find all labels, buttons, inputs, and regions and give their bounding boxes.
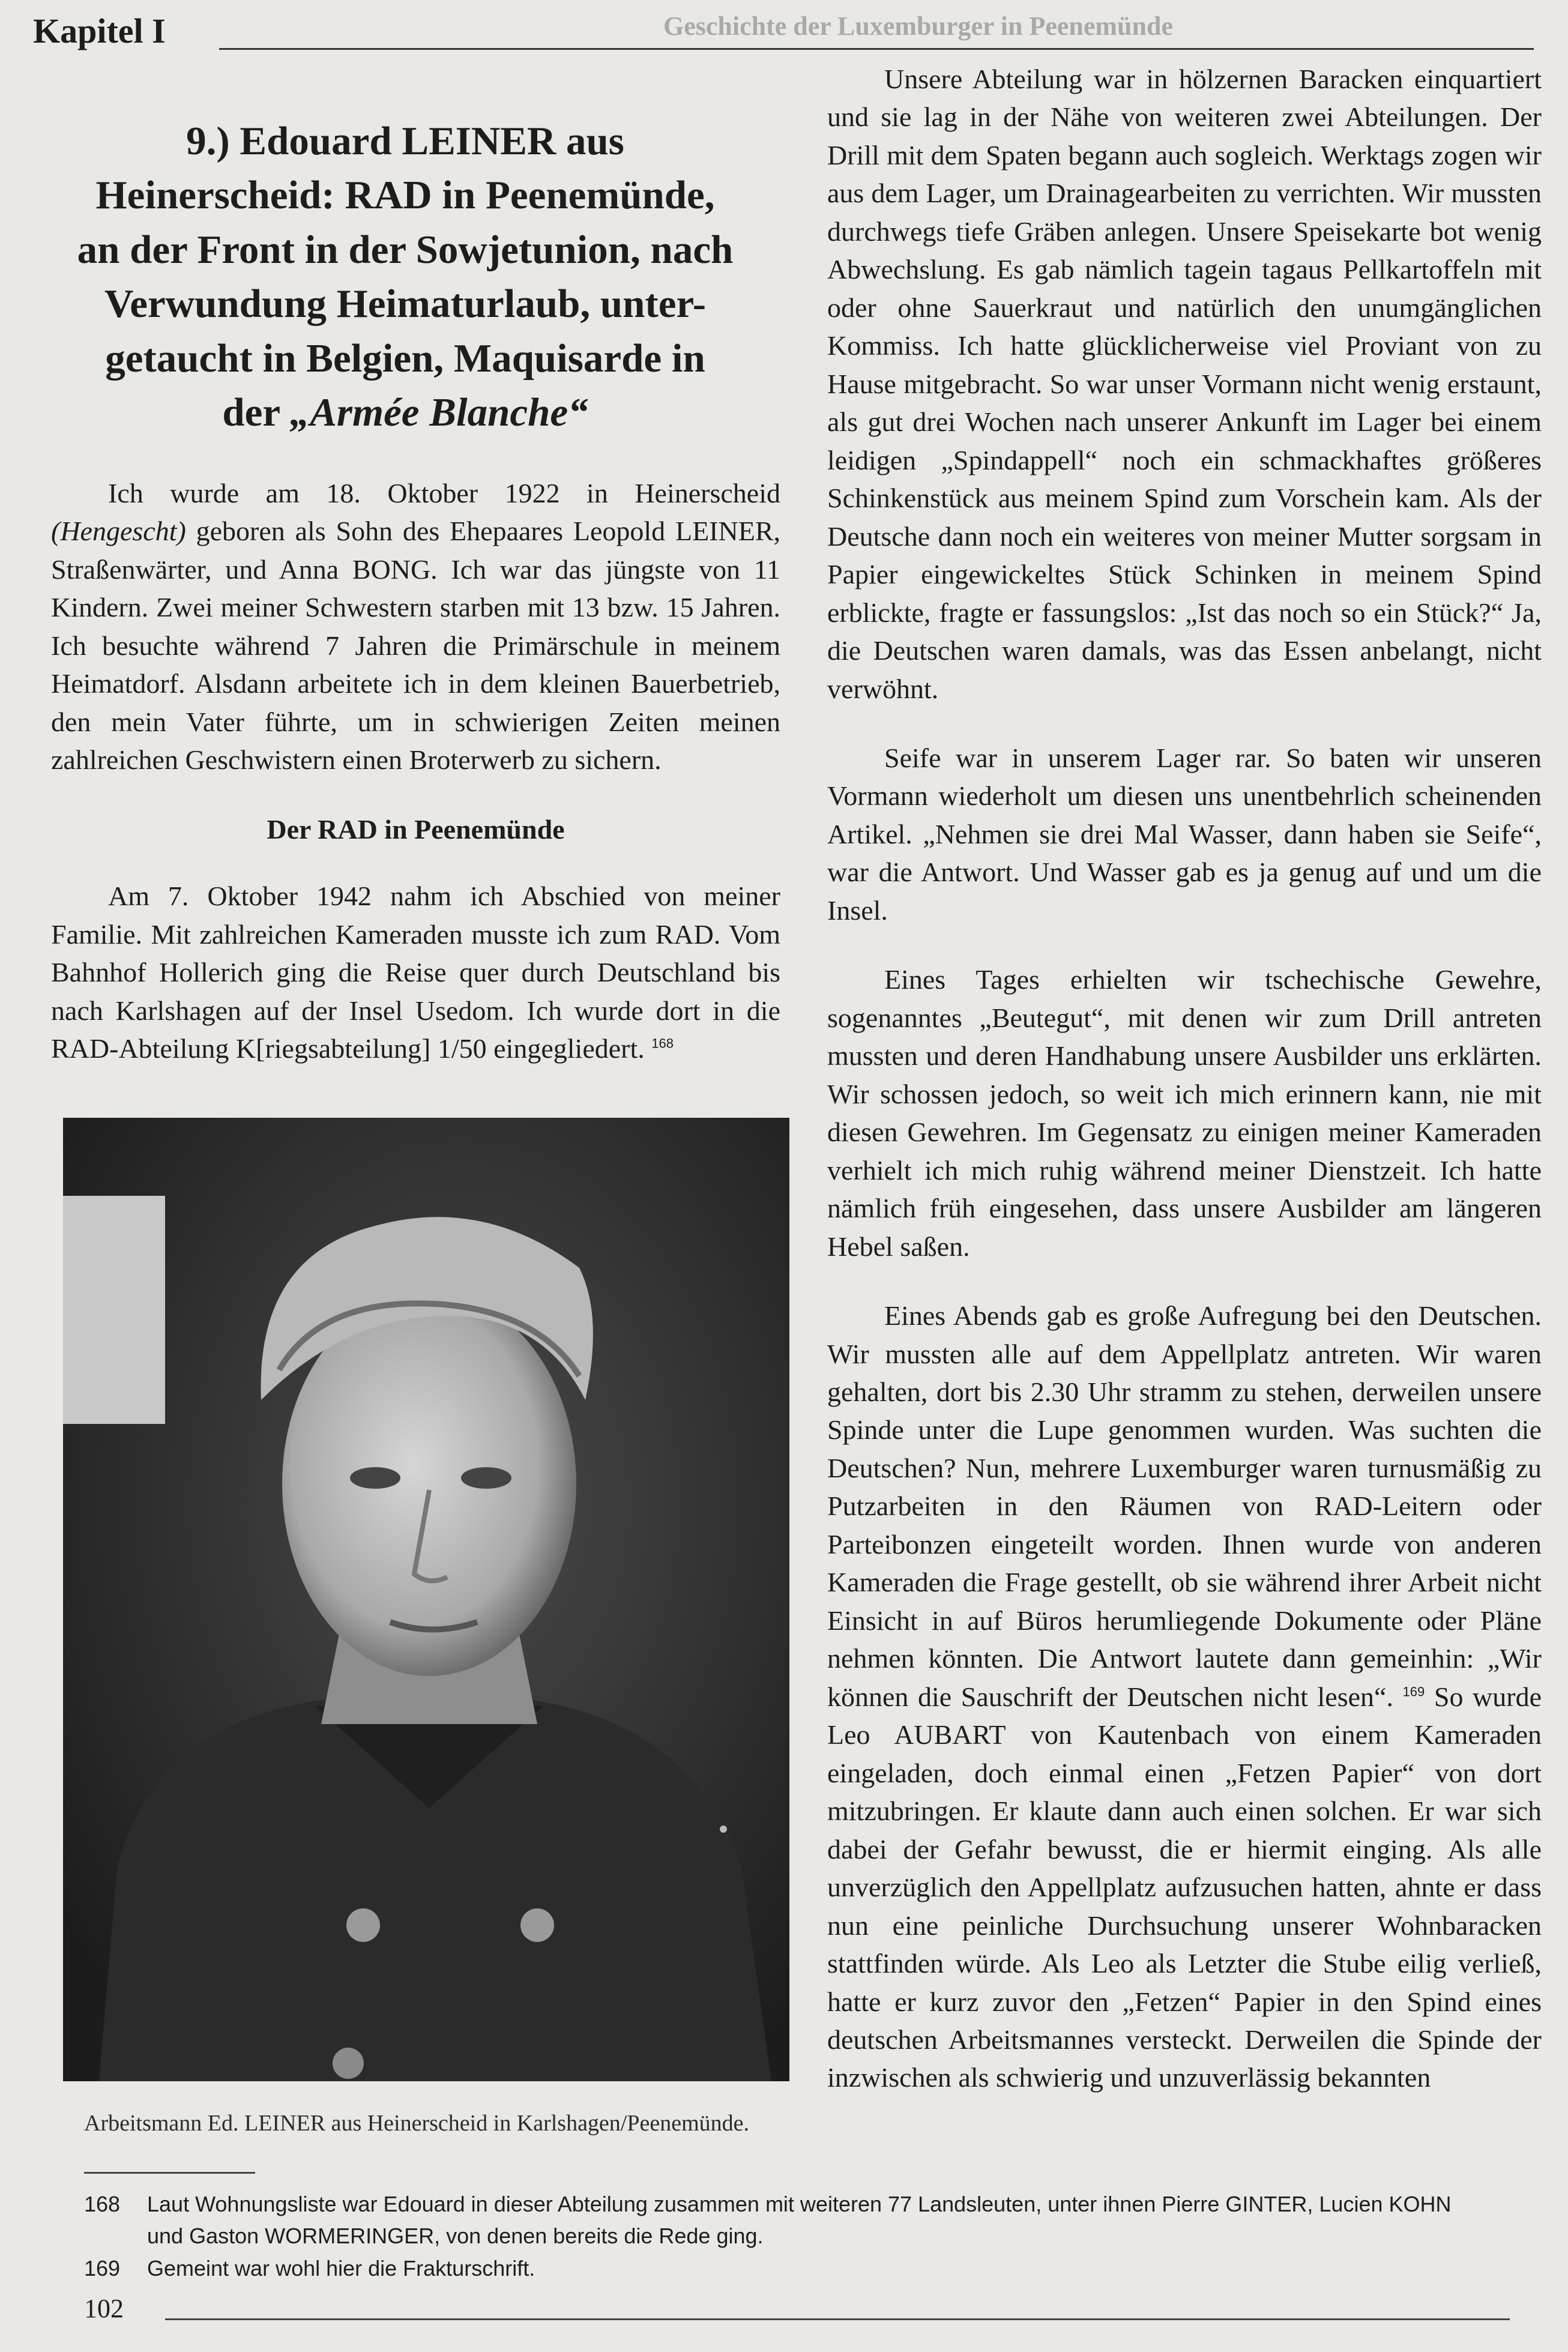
photo-caption: Arbeitsmann Ed. LEINER aus Heinerscheid in Karlshagen/Peenemünde. bbox=[84, 2111, 750, 2136]
paragraph bbox=[51, 877, 780, 1067]
paragraph: Seife war in unserem Lager rar. So baten wir unseren Vormann wiederholt um diesen uns unentbehrlich scheinenden Artikel. „Nehmen sie drei Mal Wasser, dann haben sie Seife“, war die Antwort. Und Wasser gab es ja genug auf und um die Insel. bbox=[827, 742, 1542, 926]
footnote-number: 168 bbox=[84, 2192, 121, 2216]
footnote-rule bbox=[84, 2172, 255, 2174]
paragraph bbox=[51, 474, 780, 779]
footnote-ref: 169 bbox=[1402, 1684, 1425, 1699]
title-line: getaucht in Belgien, Maquisarde in bbox=[105, 336, 705, 381]
right-column bbox=[827, 60, 1542, 2128]
title-line: an der Front in der Sowjetunion, nach bbox=[77, 227, 734, 272]
footnote-number: 169 bbox=[84, 2255, 121, 2281]
title-line: Heinerscheid: RAD in Peenemünde, bbox=[95, 173, 715, 218]
header-rule bbox=[219, 48, 1534, 50]
title-italic: „Armée Blanche“ bbox=[289, 390, 588, 435]
running-title: Geschichte der Luxemburger in Peenemünde bbox=[663, 11, 1173, 41]
page-number: 102 bbox=[84, 2294, 124, 2323]
title-prefix: der bbox=[222, 390, 290, 435]
subheading: Der RAD in Peenemünde bbox=[267, 813, 565, 845]
footnote-text: Laut Wohnungsliste war Edouard in dieser Abteilung zusammen mit weiteren 77 Landsleuten, unter ihnen Pierre GINTER, Lucien KOHN bbox=[147, 2192, 1452, 2216]
title-line-last bbox=[42, 385, 768, 439]
running-header bbox=[33, 11, 1534, 59]
title-line: 9.) Edouard LEINER aus bbox=[186, 119, 624, 163]
text-run: Am 7. Oktober 1942 nahm ich Abschied von meiner Familie. Mit zahlreichen Kameraden musste ich zum RAD. Vom Bahnhof Hollerich ging die Reise quer durch Deutschland bis nach Karlshagen auf der Insel Usedom. Ich wurde dort in die RAD-Abteilung K[riegsabteilung] 1/50 eingegliedert. bbox=[51, 881, 780, 1064]
footnote-169 bbox=[84, 2252, 1537, 2284]
footnotes bbox=[84, 2188, 1537, 2284]
paragraph: Unsere Abteilung war in hölzernen Baracken einquartiert und sie lag in der Nähe von weiteren zwei Abteilungen. Der Drill mit dem Spaten begann auch sogleich. Werktags zogen wir aus dem Lager, um Drainagearbeiten zu verrichten. Wir mussten durchwegs tiefe Gräben anlegen. Unsere Speisekarte bot wenig Abwechslung. Es gab nämlich tagein tagaus Pellkartoffeln mit oder ohne Sauerkraut und natürlich den unumgänglichen Kommiss. Ich hatte glücklicherweise viel Proviant von zu Hause mitgebracht. So war unser Vormann nicht wenig erstaunt, als gut drei Wochen nach unserer Ankunft im Lager bei einem leidigen „Spindappell“ noch ein schmackhaftes größeres Schinkenstück aus meinem Spind zum Vorschein kam. Als der Deutsche dann noch ein weiteres von meiner Mutter sorgsam in Papier eingewickeltes Stück Schinken in meinem Spind erblickte, fragte er fassungslos: „Ist das noch so ein Stück?“ Ja, die Deutschen waren damals, was das Essen anbelangt, nicht verwöhnt. bbox=[827, 64, 1542, 704]
footnote-text: und Gaston WORMERINGER, von denen bereits die Rede ging. bbox=[147, 2224, 764, 2249]
portrait-image bbox=[63, 1118, 789, 2081]
section-title bbox=[42, 114, 768, 440]
title-line: Verwundung Heimaturlaub, unter- bbox=[104, 282, 707, 327]
chapter-label: Kapitel I bbox=[33, 11, 166, 50]
text-run: Ich wurde am 18. Oktober 1922 in Heinerscheid bbox=[108, 478, 780, 508]
footnote-ref: 168 bbox=[651, 1036, 674, 1051]
text-run: So wurde Leo AUBART von Kautenbach von einem Kameraden eingeladen, doch einmal einen „Fetzen Papier“ von dort mitzubringen. Er klaute dann auch einen solchen. Er war sich dabei der Gefahr bewusst, die er hiermit einging. Als alle unverzüglich den Appellplatz aufzusuchen hatten, ahnte er dass nun eine peinliche Durchsuchung unserer Wohnbaracken stattfinden würde. Als Leo als Letzter die Stube eilig verließ, hatte er kurz zuvor den „Fetzen“ Papier in den Spind eines deutschen Arbeitsmannes versteckt. Derweilen die Spinde der inzwischen als schwierig und unzuverlässig bekannten bbox=[827, 1681, 1542, 2093]
portrait-photo bbox=[63, 1118, 789, 2081]
footnote-text: Gemeint war wohl hier die Frakturschrift. bbox=[147, 2255, 535, 2281]
footnote-168 bbox=[84, 2188, 1537, 2220]
paragraph bbox=[827, 1297, 1542, 2097]
left-column bbox=[51, 474, 780, 1099]
italic-place-name: (Hengescht) bbox=[51, 516, 186, 547]
text-run: Eines Abends gab es große Aufregung bei den Deutschen. Wir mussten alle auf dem Appellplatz antreten. Wir waren gehalten, dort bis 2.30 Uhr stramm zu stehen, derweilen unsere Spinde unter die Lupe genommen wurden. Was suchten die Deutschen? Nun, mehrere Luxemburger waren turnusmäßig zu Putzarbeiten in den Räumen von RAD-Leitern oder Parteibonzen eingeteilt worden. Ihnen wurde von anderen Kameraden die Frage gestellt, ob sie während ihrer Arbeit nicht Einsicht in auf Büros herumliegende Dokumente oder Pläne nehmen könnten. Die Antwort lautete dann gemeinhin: „Wir können die Sauschrift der Deutschen nicht lesen“. bbox=[827, 1300, 1542, 1712]
footer-rule bbox=[165, 2318, 1510, 2320]
paragraph: Eines Tages erhielten wir tschechische Gewehre, sogenanntes „Beutegut“, mit denen wir zum Drill antreten mussten und deren Handhabung unsere Ausbilder uns erklärten. Wir schossen jedoch, so weit ich mich erinnern kann, nie mit diesen Gewehren. Im Gegensatz zu einigen meiner Kameraden verhielt ich mich ruhig während meiner Dienstzeit. Ich hatte nämlich früh eingesehen, dass unsere Ausbilder am längeren Hebel saßen. bbox=[827, 964, 1542, 1262]
text-run: geboren als Sohn des Ehepaares Leopold LEINER, Straßenwärter, und Anna BONG. Ich war das jüngste von 11 Kindern. Zwei meiner Schwestern starben mit 13 bzw. 15 Jahren. Ich besuchte während 7 Jahren die Primärschule in meinem Heimatdorf. Alsdann arbeitete ich in dem kleinen Bauerbetrieb, den mein Vater führte, um in schwierigen Zeiten meinen zahlreichen Geschwistern einen Broterwerb zu sichern. bbox=[51, 516, 780, 776]
